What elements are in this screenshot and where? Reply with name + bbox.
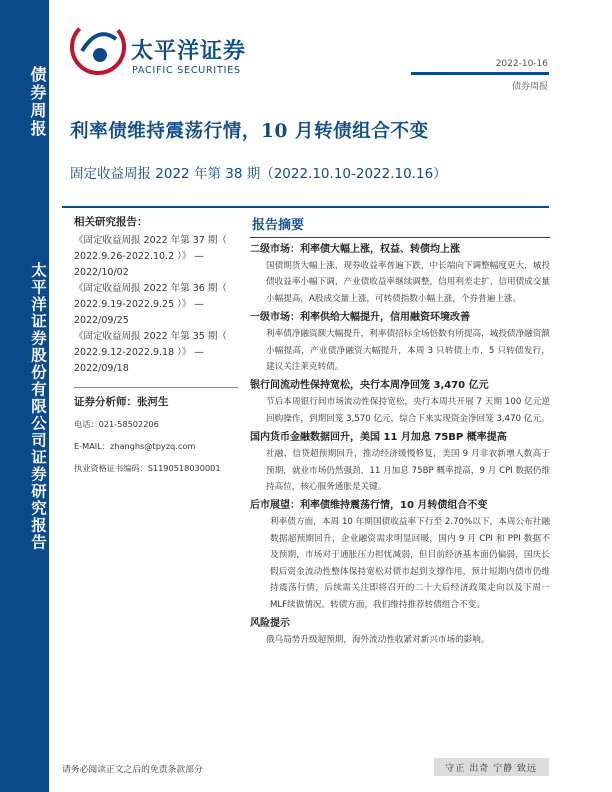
analyst-certificate: 执业资格证书编码：S1190518030001 — [74, 463, 221, 473]
section-heading: 一级市场：利率供给大幅提升，信用融资环境改善 — [250, 312, 470, 324]
header-divider — [411, 72, 549, 75]
report-subtitle: 固定收益周报 2022 年第 38 期（2022.10.10-2022.10.16） — [70, 166, 447, 182]
section-body: 节后本周银行间市场流动性保持宽松，央行本周共开展 7 天期 100 亿元逆回购操作，到期回笼 3,570 亿元，综合下来实现资金净回笼 3,470 亿元。 — [266, 397, 550, 424]
section-heading: 后市展望：利率债维持震荡行情，10 月转债组合不变 — [250, 500, 488, 512]
section-body: 国债期货大幅上涨，现券收益率普遍下跌，中长端向下调整幅度更大，城投债收益率小幅下调，产业债收益率继续调整，信用利差走扩，信用债成交量小幅提高，A股成交量上涨，可转债指数小幅上涨，个券普遍上涨。 — [266, 261, 550, 304]
report-title: 利率债维持震荡行情，10 月转债组合不变 — [70, 121, 429, 142]
report-abstract — [250, 214, 550, 648]
abstract-title: 报告摘要 — [252, 218, 305, 233]
footer-disclaimer: 请务必阅读正文之后的免责条款部分 — [62, 765, 203, 775]
risk-heading: 风险提示 — [250, 617, 290, 629]
analyst-email[interactable]: E-MAIL：zhanghs@tpyzq.com — [74, 441, 196, 451]
abstract-divider — [250, 237, 550, 238]
footer-motto: 守正 出奇 宁静 致远 — [445, 764, 537, 774]
page-footer — [62, 758, 549, 776]
sidebar-report-type: 债券周报 — [28, 66, 47, 138]
analyst-phone: 电话：021-58502206 — [74, 419, 159, 429]
section-body: 社融、信贷超预期回升，推动经济缓慢修复，美国 9 月非农新增人数高于预期，就业市场仍然强劲，11 月加息 75BP 概率提高，9 月 CPI 数据仍维持高位，核心服务通胀是关键。 — [266, 449, 550, 493]
analyst-name: 证券分析师：张河生 — [74, 396, 169, 408]
pacific-securities-logo-icon — [68, 17, 128, 77]
title-divider — [62, 206, 549, 208]
report-type-tag: 债券周报 — [511, 82, 548, 92]
related-report-item[interactable]: 《固定收益周报 2022 年第 37 期（ 2022.9.26-2022.10.2 ）》 — 2022/10/02 — [74, 235, 227, 278]
section-heading: 银行间流动性保持宽松，央行本周净回笼 3,470 亿元 — [250, 380, 489, 392]
related-report-item[interactable]: 《固定收益周报 2022 年第 36 期（ 2022.9.19-2022.9.25 ）》 — 2022/09/25 — [74, 283, 227, 326]
left-column — [74, 214, 238, 479]
risk-body: 俄乌局势升级超预期，海外流动性收紧对新兴市场的影响。 — [266, 634, 490, 645]
section-body: 利率债方面，本周 10 年期国债收益率下行至 2.70%以下，本周公布社融数据超预期回升，企业融资需求明显回暖，国内 9 月 CPI 和 PPI 数据不及预期，市场对于通胀压力担忧减弱，但目前经济基本面仍偏弱，国庆长假后资金流动性整体保持宽松对债市起到支撑作用，预计短期内债市仍维持震荡行情，后续需关注即将召开的二十大后经济政策走向以及下周一MLF续做情况。转债方面，我们维持推荐转债组合不变。 — [270, 517, 550, 610]
left-column-divider — [74, 387, 238, 388]
section-body: 利率债净融资额大幅提升，利率债招标全场倍数有所提高，城投债净融资额小幅提高，产业债净融资大幅提升，本周 3 只转债上市，5 只转债发行，建议关注莱克转债。 — [266, 329, 550, 373]
brand-name-en: PACIFIC SECURITIES — [132, 65, 241, 76]
sidebar-company-label: 太平洋证券股份有限公司证券研究报告 — [29, 262, 48, 551]
related-reports-heading: 相关研究报告： — [74, 216, 148, 228]
brand-name-cn: 太平洋证券 — [131, 39, 247, 64]
section-heading: 二级市场：利率债大幅上涨，权益、转债均上涨 — [250, 244, 460, 255]
section-heading: 国内货币金融数据回升，美国 11 月加息 75BP 概率提高 — [250, 432, 507, 444]
report-date: 2022-10-16 — [495, 59, 548, 69]
related-report-item[interactable]: 《固定收益周报 2022 年第 35 期（ 2022.9.12-2022.9.18 ）》 — 2022/09/18 — [74, 331, 227, 374]
